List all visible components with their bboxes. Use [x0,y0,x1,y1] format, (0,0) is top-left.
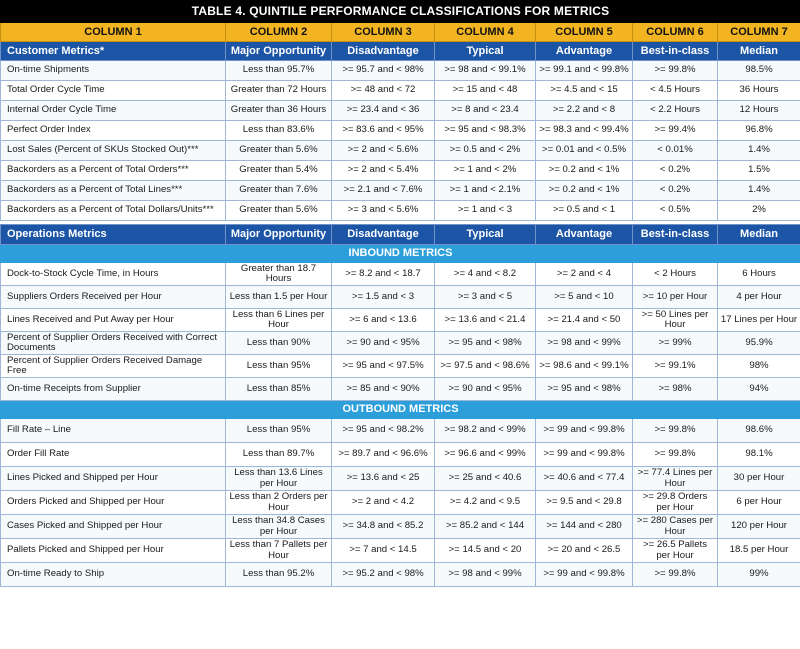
inbound-metrics-section [1,245,800,263]
metric-value: Less than 89.7% [226,443,332,467]
metric-value: >= 1 and < 3 [435,201,536,221]
metric-value: >= 21.4 and < 50 [536,309,633,332]
table-row [1,467,800,491]
metric-value: >= 99.4% [633,121,718,141]
classification-header: Best-in-class [633,225,718,245]
outbound-metrics-section [1,401,800,419]
metric-value: >= 2.2 and < 8 [536,101,633,121]
metric-value: >= 83.6 and < 95% [332,121,435,141]
metric-value: Less than 7 Pallets per Hour [226,539,332,563]
column-5-header: COLUMN 5 [536,23,633,42]
metric-value: >= 99.8% [633,61,718,81]
metric-value: >= 7 and < 14.5 [332,539,435,563]
metric-value: >= 2.1 and < 7.6% [332,181,435,201]
metric-value: >= 85.2 and < 144 [435,515,536,539]
metric-value: >= 8.2 and < 18.7 [332,263,435,286]
classification-header: Disadvantage [332,42,435,61]
metric-value: >= 3 and < 5.6% [332,201,435,221]
metric-value: 99% [718,563,800,587]
metric-value: Less than 13.6 Lines per Hour [226,467,332,491]
metric-value: Greater than 18.7 Hours [226,263,332,286]
table-row [1,263,800,286]
metric-value: >= 99.8% [633,419,718,443]
metric-value: >= 95 and < 98.3% [435,121,536,141]
metric-value: >= 23.4 and < 36 [332,101,435,121]
column-7-header: COLUMN 7 [718,23,800,42]
metric-value: < 0.2% [633,181,718,201]
metric-value: >= 2 and < 5.6% [332,141,435,161]
metric-name: Cases Picked and Shipped per Hour [1,515,226,539]
classification-header: Disadvantage [332,225,435,245]
metric-name: Total Order Cycle Time [1,81,226,101]
metric-value: < 0.5% [633,201,718,221]
metric-value: >= 10 per Hour [633,286,718,309]
metric-value: >= 99.8% [633,563,718,587]
metric-value: >= 1 and < 2.1% [435,181,536,201]
column-1-header: COLUMN 1 [1,23,226,42]
table-row [1,61,800,81]
table-row [1,309,800,332]
metric-value: >= 0.01 and < 0.5% [536,141,633,161]
outbound-metrics-section-title: OUTBOUND METRICS [1,401,800,419]
metric-value: >= 98 and < 99% [435,563,536,587]
metric-name: On-time Receipts from Supplier [1,378,226,401]
metric-value: >= 90 and < 95% [332,332,435,355]
metric-value: >= 280 Cases per Hour [633,515,718,539]
metric-value: >= 3 and < 5 [435,286,536,309]
metric-value: >= 98% [633,378,718,401]
metric-value: >= 99.8% [633,443,718,467]
metric-value: >= 96.6 and < 99% [435,443,536,467]
metric-value: Less than 85% [226,378,332,401]
metric-value: >= 99.1% [633,355,718,378]
metric-value: >= 15 and < 48 [435,81,536,101]
metric-value: 96.8% [718,121,800,141]
metric-value: >= 99.1 and < 99.8% [536,61,633,81]
metric-value: >= 95 and < 98% [536,378,633,401]
table-row [1,81,800,101]
metric-value: >= 77.4 Lines per Hour [633,467,718,491]
metric-value: >= 98.6 and < 99.1% [536,355,633,378]
metric-value: >= 98.2 and < 99% [435,419,536,443]
metric-value: >= 99 and < 99.8% [536,443,633,467]
table-row [1,332,800,355]
metric-value: Less than 95% [226,419,332,443]
metric-value: >= 97.5 and < 98.6% [435,355,536,378]
metric-value: >= 95.7 and < 98% [332,61,435,81]
classification-header: Major Opportunity [226,42,332,61]
metric-value: Less than 1.5 per Hour [226,286,332,309]
metric-value: >= 0.5 and < 2% [435,141,536,161]
classification-header: Typical [435,42,536,61]
table-row [1,515,800,539]
classification-header: Advantage [536,42,633,61]
metric-value: 120 per Hour [718,515,800,539]
metric-value: >= 4 and < 8.2 [435,263,536,286]
metric-name: Lines Picked and Shipped per Hour [1,467,226,491]
metric-value: < 0.01% [633,141,718,161]
classification-header: Typical [435,225,536,245]
metric-value: Less than 95% [226,355,332,378]
metric-value: 4 per Hour [718,286,800,309]
metric-value: >= 25 and < 40.6 [435,467,536,491]
metric-value: 98.5% [718,61,800,81]
metric-value: >= 98 and < 99.1% [435,61,536,81]
metric-value: Less than 95.7% [226,61,332,81]
metric-value: >= 8 and < 23.4 [435,101,536,121]
classification-header: Median [718,42,800,61]
metric-value: >= 1 and < 2% [435,161,536,181]
metric-value: 1.4% [718,181,800,201]
metric-value: >= 1.5 and < 3 [332,286,435,309]
metric-value: >= 0.2 and < 1% [536,181,633,201]
metric-name: Dock-to-Stock Cycle Time, in Hours [1,263,226,286]
metric-value: < 2 Hours [633,263,718,286]
metric-value: >= 99 and < 99.8% [536,563,633,587]
table-row [1,201,800,221]
metric-name: Pallets Picked and Shipped per Hour [1,539,226,563]
customer-metrics-header [1,42,800,61]
metric-value: >= 144 and < 280 [536,515,633,539]
metric-value: >= 89.7 and < 96.6% [332,443,435,467]
table-row [1,443,800,467]
operations-metrics-label: Operations Metrics [1,225,226,245]
metric-value: >= 5 and < 10 [536,286,633,309]
metric-value: Greater than 72 Hours [226,81,332,101]
metric-name: Backorders as a Percent of Total Orders*** [1,161,226,181]
metric-value: >= 6 and < 13.6 [332,309,435,332]
classification-header: Best-in-class [633,42,718,61]
metric-value: 98.6% [718,419,800,443]
metric-value: >= 95 and < 97.5% [332,355,435,378]
metric-value: 2% [718,201,800,221]
metric-value: >= 4.2 and < 9.5 [435,491,536,515]
metric-value: 12 Hours [718,101,800,121]
metric-name: Perfect Order Index [1,121,226,141]
metric-value: Greater than 5.4% [226,161,332,181]
metric-value: >= 0.5 and < 1 [536,201,633,221]
table-title: TABLE 4. QUINTILE PERFORMANCE CLASSIFICATIONS FOR METRICS [1,1,800,23]
metric-value: Less than 34.8 Cases per Hour [226,515,332,539]
metric-value: < 0.2% [633,161,718,181]
metric-value: >= 95 and < 98% [435,332,536,355]
metric-value: >= 4.5 and < 15 [536,81,633,101]
table-row [1,563,800,587]
metric-value: >= 13.6 and < 25 [332,467,435,491]
metric-name: Lines Received and Put Away per Hour [1,309,226,332]
classification-header: Major Opportunity [226,225,332,245]
metric-value: >= 34.8 and < 85.2 [332,515,435,539]
table-row [1,121,800,141]
metric-value: >= 26.5 Pallets per Hour [633,539,718,563]
metric-value: >= 14.5 and < 20 [435,539,536,563]
metric-name: Orders Picked and Shipped per Hour [1,491,226,515]
metric-value: Less than 6 Lines per Hour [226,309,332,332]
metric-value: >= 29.8 Orders per Hour [633,491,718,515]
metric-value: >= 50 Lines per Hour [633,309,718,332]
metric-name: On-time Ready to Ship [1,563,226,587]
metric-value: < 2.2 Hours [633,101,718,121]
metric-value: 1.4% [718,141,800,161]
metric-value: >= 20 and < 26.5 [536,539,633,563]
metric-value: Greater than 36 Hours [226,101,332,121]
column-number-header [1,23,800,42]
metric-name: Lost Sales (Percent of SKUs Stocked Out)*** [1,141,226,161]
metric-value: >= 13.6 and < 21.4 [435,309,536,332]
metric-value: 30 per Hour [718,467,800,491]
table-row [1,491,800,515]
column-4-header: COLUMN 4 [435,23,536,42]
metric-value: >= 40.6 and < 77.4 [536,467,633,491]
metric-value: 94% [718,378,800,401]
metric-value: Less than 2 Orders per Hour [226,491,332,515]
metric-value: 1.5% [718,161,800,181]
metric-value: 6 per Hour [718,491,800,515]
table-row [1,378,800,401]
metric-value: >= 98.3 and < 99.4% [536,121,633,141]
metric-value: Less than 83.6% [226,121,332,141]
metric-name: Percent of Supplier Orders Received Damage Free [1,355,226,378]
metric-value: 36 Hours [718,81,800,101]
metric-value: >= 95.2 and < 98% [332,563,435,587]
metric-value: 98.1% [718,443,800,467]
metric-name: Order Fill Rate [1,443,226,467]
classification-header: Median [718,225,800,245]
metric-value: Greater than 5.6% [226,201,332,221]
table-row [1,286,800,309]
metric-name: Fill Rate – Line [1,419,226,443]
metric-value: >= 95 and < 98.2% [332,419,435,443]
metric-value: 17 Lines per Hour [718,309,800,332]
metric-value: 95.9% [718,332,800,355]
metric-name: Percent of Supplier Orders Received with Correct Documents [1,332,226,355]
metric-name: Internal Order Cycle Time [1,101,226,121]
classification-header: Advantage [536,225,633,245]
metric-value: < 4.5 Hours [633,81,718,101]
table-row [1,161,800,181]
metric-value: 18.5 per Hour [718,539,800,563]
metric-name: Backorders as a Percent of Total Dollars/Units*** [1,201,226,221]
metric-value: >= 98 and < 99% [536,332,633,355]
metric-value: Greater than 5.6% [226,141,332,161]
operations-metrics-header [1,225,800,245]
metric-value: >= 99% [633,332,718,355]
metric-name: On-time Shipments [1,61,226,81]
column-6-header: COLUMN 6 [633,23,718,42]
table-row [1,141,800,161]
metric-value: >= 9.5 and < 29.8 [536,491,633,515]
column-3-header: COLUMN 3 [332,23,435,42]
metric-name: Suppliers Orders Received per Hour [1,286,226,309]
metric-value: >= 2 and < 4.2 [332,491,435,515]
metric-value: >= 2 and < 5.4% [332,161,435,181]
inbound-metrics-section-title: INBOUND METRICS [1,245,800,263]
table-row [1,355,800,378]
table-row [1,101,800,121]
metric-name: Backorders as a Percent of Total Lines*** [1,181,226,201]
metric-value: >= 0.2 and < 1% [536,161,633,181]
metric-value: Less than 90% [226,332,332,355]
metric-value: >= 99 and < 99.8% [536,419,633,443]
metric-value: >= 2 and < 4 [536,263,633,286]
table-row [1,539,800,563]
metric-value: Less than 95.2% [226,563,332,587]
metric-value: >= 90 and < 95% [435,378,536,401]
table-row [1,419,800,443]
metric-value: 6 Hours [718,263,800,286]
column-2-header: COLUMN 2 [226,23,332,42]
metric-value: 98% [718,355,800,378]
table-row [1,181,800,201]
customer-metrics-label: Customer Metrics* [1,42,226,61]
metric-value: >= 85 and < 90% [332,378,435,401]
metric-value: Greater than 7.6% [226,181,332,201]
metric-value: >= 48 and < 72 [332,81,435,101]
